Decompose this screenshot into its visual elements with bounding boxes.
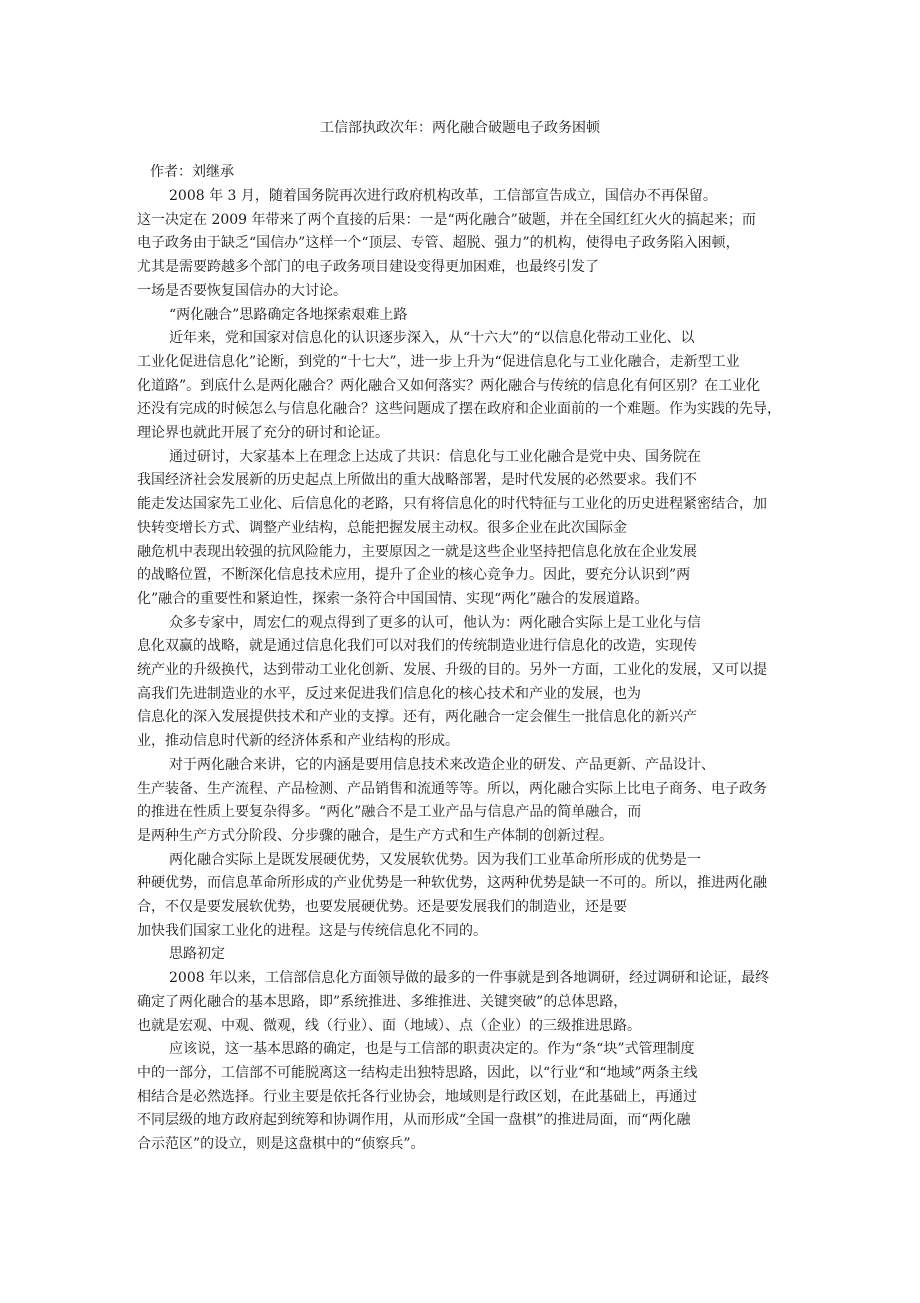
paragraph-line: 还没有完成的时候怎么与信息化融合？这些问题成了摆在政府和企业面前的一个难题。作为实践的先导， (137, 401, 781, 418)
paragraph-line: 快转变增长方式、调整产业结构，总能把握发展主动权。很多企业在此次国际金 (137, 519, 627, 536)
paragraph-line: 电子政务由于缺乏“国信办”这样一个“顶层、专管、超脱、强力”的机构，使得电子政务陷入困顿， (137, 235, 740, 252)
paragraph-line: 息化双赢的战略，就是通过信息化我们可以对我们的传统制造业进行信息化的改造，实现传 (137, 638, 697, 655)
paragraph-line: 业，推动信息时代新的经济体系和产业结构的形成。 (137, 733, 459, 750)
paragraph-line: 工业化促进信息化”论断，到党的“十七大”，进一步上升为“促进信息化与工业化融合，走新型工业 (137, 353, 740, 370)
paragraph-line: 我国经济社会发展新的历史起点上所做出的重大战略部署，是时代发展的必然要求。我们不 (137, 472, 697, 489)
paragraph-start-line: 通过研讨，大家基本上在理念上达成了共识：信息化与工业化融合是党中央、国务院在 (169, 448, 701, 465)
paragraph-start-line: 众多专家中，周宏仁的观点得到了更多的认可，他认为：两化融合实际上是工业化与信 (169, 614, 701, 631)
paragraph-line: 融危机中表现出较强的抗风险能力，主要原因之一就是这些企业坚持把信息化放在企业发展 (137, 543, 697, 560)
paragraph-line: 统产业的升级换代，达到带动工业化创新、发展、升级的目的。另外一方面，工业化的发展，又可以提 (137, 662, 767, 678)
paragraph-line: 一场是否要恢复国信办的大讨论。 (137, 282, 347, 299)
paragraph-line: 也就是宏观、中观、微观，线（行业）、面（地域）、点（企业）的三级推进思路。 (137, 1017, 641, 1034)
paragraph-line: 这一决定在 2009 年带来了两个直接的后果：一是“两化融合”破题，并在全国红红火火的搞起来；而 (137, 211, 756, 228)
paragraph-start-line: 2008 年以来，工信部信息化方面领导做的最多的一件事就是到各地调研，经过调研和论证，最终 (169, 970, 770, 987)
paragraph-line: 是两种生产方式分阶段、分步骤的融合，是生产方式和生产体制的创新过程。 (137, 827, 613, 844)
paragraph-start-line: 两化融合实际上是既发展硬优势，又发展软优势。因为我们工业革命所形成的优势是一 (169, 851, 701, 868)
paragraph-start-line: 应该说，这一基本思路的确定，也是与工信部的职责决定的。作为“条“块”式管理制度 (169, 1041, 695, 1058)
paragraph-line: 化道路”。到底什么是两化融合？两化融合又如何落实？两化融合与传统的信息化有何区别？在工业化 (137, 377, 761, 394)
paragraph-line: 不同层级的地方政府起到统筹和协调作用，从而形成“全国一盘棋”的推进局面，而“两化融 (137, 1112, 691, 1129)
paragraph-start-line: 思路初定 (169, 946, 225, 963)
paragraph-line: 合示范区”的设立，则是这盘棋中的“侦察兵”。 (137, 1136, 425, 1152)
paragraph-line: 化”融合的重要性和紧迫性，探索一条符合中国国情、实现“两化”融合的发展道路。 (137, 590, 649, 607)
paragraph-line: 确定了两化融合的基本思路，即”系统推进、多维推进、关键突破”的总体思路， (137, 993, 628, 1010)
paragraph-line: 生产装备、生产流程、产品检测、产品销售和流通等等。所以，两化融合实际上比电子商务、电子政务 (137, 780, 767, 797)
paragraph-line: 的推进在性质上要复杂得多。“两化”融合不是工业产品与信息产品的简单融合，而 (137, 804, 642, 821)
paragraph-start-line: “两化融合”思路确定各地探索艰难上路 (169, 306, 408, 323)
paragraph-line: 合，不仅是要发展软优势，也要发展硬优势。还是要发展我们的制造业，还是要 (137, 899, 627, 915)
paragraph-start-line: 2008 年 3 月，随着国务院再次进行政府机构改革，工信部宣告成立，国信办不再保留。 (169, 188, 717, 204)
paragraph-line: 相结合是必然选择。行业主要是依托各行业协会，地域则是行政区划，在此基础上，再通过 (137, 1088, 697, 1105)
paragraph-line: 中的一部分，工信部不可能脱离这一结构走出独特思路，因此，以“行业“和“地域”两条主线 (137, 1064, 698, 1081)
paragraph-line: 种硬优势，而信息革命所形成的产业优势是一种软优势，这两种优势是缺一不可的。所以，推进两化融 (137, 875, 767, 892)
paragraph-line: 信息化的深入发展提供技术和产业的支撑。还有，两化融合一定会催生一批信息化的新兴产 (137, 709, 697, 726)
paragraph-line: 加快我们国家工业化的进程。这是与传统信息化不同的。 (137, 922, 487, 939)
paragraph-line: 理论界也就此开展了充分的研讨和论证。 (137, 425, 389, 441)
paragraph-line: 能走发达国家先工业化、后信息化的老路，只有将信息化的时代特征与工业化的历史进程紧密结合，加 (137, 496, 767, 513)
paragraph-start-line: 近年来，党和国家对信息化的认识逐步深入，从“十六大”的“以信息化带动工业化、以 (169, 330, 695, 347)
paragraph-line: 高我们先进制造业的水平，反过来促进我们信息化的核心技术和产业的发展，也为 (137, 685, 641, 702)
author-line: 作者：刘继承 (150, 164, 234, 180)
paragraph-line: 的战略位置，不断深化信息技术应用，提升了企业的核心竞争力。因此，要充分认识到”两 (137, 567, 691, 584)
paragraph-line: 尤其是需要跨越多个部门的电子政务项目建设变得更加困难，也最终引发了 (137, 259, 599, 276)
document-title: 工信部执政次年：两化融合破题电子政务困顿 (320, 120, 600, 136)
paragraph-start-line: 对于两化融合来讲，它的内涵是要用信息技术来改造企业的研发、产品更新、产品设计、 (169, 756, 715, 773)
